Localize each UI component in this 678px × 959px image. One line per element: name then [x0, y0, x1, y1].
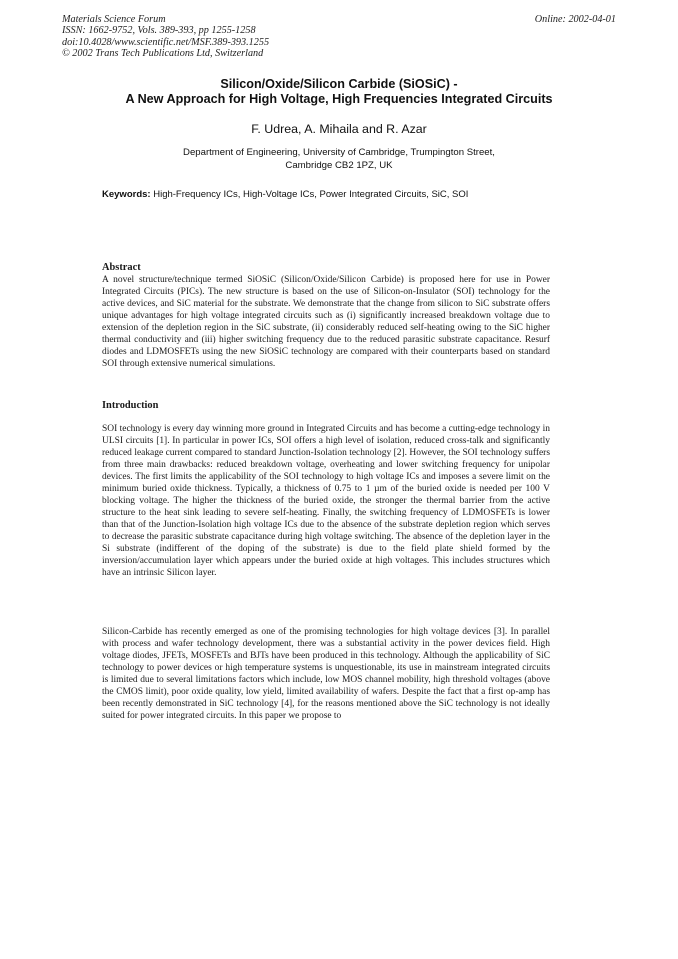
- introduction-paragraph-2-block: [102, 626, 550, 722]
- affiliation-line-2: Cambridge CB2 1PZ, UK: [285, 159, 393, 171]
- keywords-text: High-Frequency ICs, High-Voltage ICs, Power Integrated Circuits, SiC, SOI: [150, 189, 469, 200]
- journal-name: Materials Science Forum: [62, 14, 166, 25]
- paper-title-line-2: A New Approach for High Voltage, High Frequencies Integrated Circuits: [125, 92, 553, 106]
- affiliation: [62, 147, 616, 172]
- online-date: Online: 2002-04-01: [534, 14, 616, 25]
- journal-copyright: © 2002 Trans Tech Publications Ltd, Switzerland: [62, 48, 264, 60]
- journal-issn: ISSN: 1662-9752, Vols. 389-393, pp 1255-1258: [62, 25, 256, 37]
- introduction-heading-block: [102, 400, 550, 412]
- keywords-label: Keywords:: [102, 189, 151, 200]
- abstract-section: [102, 262, 550, 370]
- introduction-paragraph-2: Silicon-Carbide has recently emerged as one of the promising technologies for high voltage devices [3]. In parallel with process and wafer technology development, there was a substantial activity in the power devices field. High voltage diodes, JFETs, MOSFETs and BJTs have been produced in this technology. Although the applicability of SiC technology to power devices or high temperature systems is unquestionable, its use in mainstream integrated circuits is limited due to several limitations factors which include, low MOS channel mobility, high threshold voltages (above the CMOS limit), poor oxide quality, low yield, limited availability of wafers. Despite the fact that a first op-amp has been recently demonstrated in SiC technology [4], for the reasons mentioned above the SiC technology is not ideally suited for power integrated circuits. In this paper we propose to: [102, 627, 550, 721]
- paper-title: [62, 77, 616, 107]
- journal-doi: doi:10.4028/www.scientific.net/MSF.389-393.1255: [62, 36, 270, 48]
- introduction-paragraph-1: SOI technology is every day winning more ground in Integrated Circuits and has become a cutting-edge technology in ULSI circuits [1]. In particular in power ICs, SOI offers a high level of isolation, reduced cross-talk and significantly reduced leakage current compared to standard Junction-Isolation technology [2]. However, the SOI technology suffers from three main drawbacks: reduced breakdown voltage, overheating and lower switching frequency for unipolar devices. The first limits the applicability of the SOI technology to high voltage ICs and imposes a severe limit on the minimum buried oxide thickness. Typically, a thickness of 0.75 to 1 µm of the buried oxide is needed per 100 V blocking voltage. The higher the thickness of the buried oxide, the stronger the thermal barrier from the active structure to the heat sink leading to severe self-heating. Finally, the switching frequency of LDMOSFETs is lower than that of the Junction-Isolation high voltage ICs due to the absence of the substrate depletion region which serves to decrease the parasitic substrate capacitance during high voltage switching. The absence of the depletion layer in the Si substrate (indifferent of the doping of the substrate) is due to the field plate shield formed by the inversion/accumulation layer which appears under the buried oxide at high voltages. This includes structures which have an intrinsic Silicon layer.: [102, 424, 550, 578]
- abstract-text: A novel structure/technique termed SiOSiC (Silicon/Oxide/Silicon Carbide) is proposed here for use in Power Integrated Circuits (PICs). The new structure is based on the use of Silicon-on-Insulator (SOI) technology for the active devices, and SiC material for the substrate. We demonstrate that the change from silicon to SiC substrate offers unique advantages for high voltage integrated circuits such as (i) significantly increased breakdown voltage due to extension of the depletion region in the SiC substrate, (ii) considerably reduced self-heating owing to the SiC higher thermal conductivity and (iii) higher switching frequency due to the reduced parasitic substrate capacitance. Resurf diodes and LDMOSFETs using the new SiOSiC technology are compared with their counterparts based on standard SOI through extensive numerical simulations.: [102, 275, 550, 369]
- journal-info: [62, 14, 269, 60]
- authors: F. Udrea, A. Mihaila and R. Azar: [251, 122, 427, 136]
- introduction-paragraph-1-block: [102, 423, 550, 579]
- introduction-heading: Introduction: [102, 400, 159, 411]
- keywords: [102, 189, 602, 200]
- affiliation-line-1: Department of Engineering, University of Cambridge, Trumpington Street,: [183, 147, 495, 158]
- paper-title-line-1: Silicon/Oxide/Silicon Carbide (SiOSiC) -: [220, 77, 458, 91]
- abstract-heading: Abstract: [102, 262, 141, 273]
